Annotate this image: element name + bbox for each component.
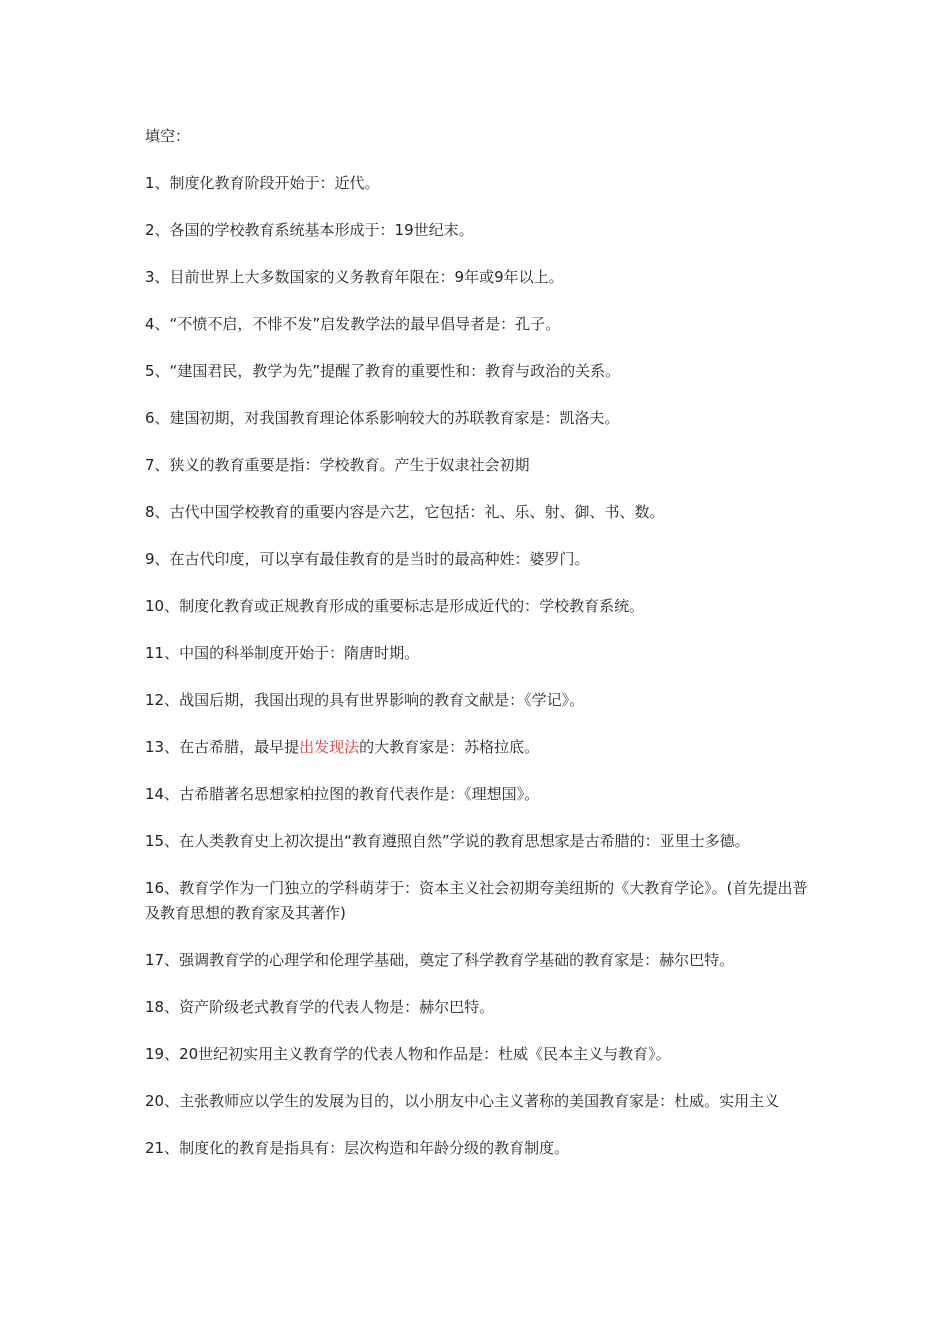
list-item-11: 11、中国的科举制度开始于：隋唐时期。 xyxy=(145,644,420,662)
list-item-16: 16、教育学作为一门独立的学科萌芽于：资本主义社会初期夸美纽斯的《大教育学论》。(首先提出普及教育思想的教育家及其著作) xyxy=(145,879,808,922)
list-item-15: 15、在人类教育史上初次提出“教育遵照自然”学说的教育思想家是古希腊的：亚里士多德。 xyxy=(145,832,750,850)
list-item-13-text-after: 的大教育家是：苏格拉底。 xyxy=(359,738,540,756)
list-item-1: 1、制度化教育阶段开始于：近代。 xyxy=(145,174,380,192)
list-item-20: 20、主张教师应以学生的发展为目的，以小朋友中心主义著称的美国教育家是：杜威。实用主义 xyxy=(145,1092,780,1110)
list-item-9: 9、在古代印度，可以享有最佳教育的是当时的最高种姓：婆罗门。 xyxy=(145,550,590,568)
list-item-18: 18、资产阶级老式教育学的代表人物是：赫尔巴特。 xyxy=(145,998,495,1016)
list-item-3: 3、目前世界上大多数国家的义务教育年限在：9年或9年以上。 xyxy=(145,268,564,286)
document-body xyxy=(145,124,810,1183)
list-item-21: 21、制度化的教育是指具有：层次构造和年龄分级的教育制度。 xyxy=(145,1139,570,1157)
list-item-13-text-before: 13、在古希腊，最早提 xyxy=(145,738,300,756)
list-item-5: 5、“建国君民，教学为先”提醒了教育的重要性和：教育与政治的关系。 xyxy=(145,362,621,380)
list-item-12: 12、战国后期，我国出现的具有世界影响的教育文献是：《学记》。 xyxy=(145,691,585,709)
list-item-8: 8、古代中国学校教育的重要内容是六艺，它包括：礼、乐、射、御、书、数。 xyxy=(145,503,665,521)
highlighted-link-text[interactable]: 出发现法 xyxy=(299,738,360,756)
list-item-6: 6、建国初期，对我国教育理论体系影响较大的苏联教育家是：凯洛夫。 xyxy=(145,409,620,427)
list-item-10: 10、制度化教育或正规教育形成的重要标志是形成近代的：学校教育系统。 xyxy=(145,597,645,615)
list-item-13 xyxy=(145,735,810,760)
list-item-19: 19、20世纪初实用主义教育学的代表人物和作品是：杜威《民本主义与教育》。 xyxy=(145,1045,671,1063)
list-item-2: 2、各国的学校教育系统基本形成于：19世纪末。 xyxy=(145,221,474,239)
list-item-14: 14、古希腊著名思想家柏拉图的教育代表作是：《理想国》。 xyxy=(145,785,540,803)
list-item-17: 17、强调教育学的心理学和伦理学基础，奠定了科学教育学基础的教育家是：赫尔巴特。 xyxy=(145,951,735,969)
list-item-7: 7、狭义的教育重要是指：学校教育。产生于奴隶社会初期 xyxy=(145,456,530,474)
section-heading: 填空： xyxy=(145,127,191,145)
list-item-4: 4、“不愤不启，不悱不发”启发教学法的最早倡导者是：孔子。 xyxy=(145,315,561,333)
